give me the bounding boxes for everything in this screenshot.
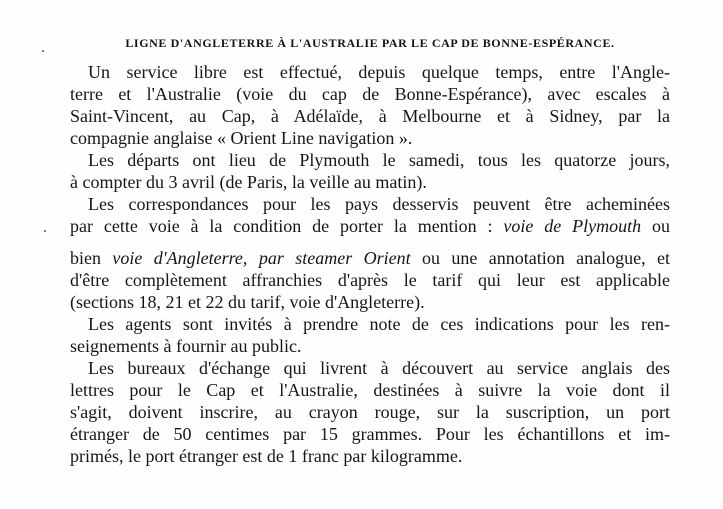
italic-mention: voie d'Angleterre, par steamer Orient bbox=[112, 248, 411, 268]
text-line: compagnie anglaise « Orient Line navigation ». bbox=[70, 128, 413, 148]
text-line: Un service libre est effectué, depuis quelque temps, entre l'Angle- bbox=[88, 62, 670, 82]
text-line: Les bureaux d'échange qui livrent à découvert au service anglais des bbox=[88, 358, 670, 378]
text-line: Les correspondances pour les pays desservis peuvent être acheminées bbox=[88, 194, 670, 214]
line-text: ou bbox=[641, 216, 670, 236]
text-line: primés, le port étranger est de 1 franc par kilogramme. bbox=[70, 446, 463, 466]
text-line: terre et l'Australie (voie du cap de Bonne-Espérance), avec escales à bbox=[70, 84, 670, 104]
text-line: Saint-Vincent, au Cap, à Adélaïde, à Melbourne et à Sidney, par la bbox=[70, 106, 670, 126]
text-line: lettres pour le Cap et l'Australie, destinées à suivre la voie dont il bbox=[70, 380, 670, 400]
text-line: s'agit, doivent inscrire, au crayon rouge, sur la suscription, un port bbox=[70, 402, 670, 422]
margin-speck bbox=[42, 50, 44, 52]
section-title: LIGNE D'ANGLETERRE À L'AUSTRALIE PAR LE CAP DE BONNE-ESPÉRANCE. bbox=[125, 36, 615, 50]
text-line-with-italic bbox=[70, 248, 670, 268]
margin-speck bbox=[44, 230, 46, 232]
text-line: Les agents sont invités à prendre note de ces indications pour les ren- bbox=[88, 314, 670, 334]
text-line: étranger de 50 centimes par 15 grammes. Pour les échantillons et im- bbox=[70, 424, 670, 444]
italic-mention: voie de Plymouth bbox=[503, 216, 642, 236]
text-line: à compter du 3 avril (de Paris, la veille au matin). bbox=[70, 172, 427, 192]
text-line: (sections 18, 21 et 22 du tarif, voie d'Angleterre). bbox=[70, 292, 425, 312]
line-text: ou une annotation analogue, et bbox=[410, 248, 670, 268]
text-line: seignements à fournir au public. bbox=[70, 336, 302, 356]
line-text: par cette voie à la condition de porter la mention : bbox=[70, 216, 504, 236]
text-line: d'être complètement affranchies d'après le tarif qui leur est applicable bbox=[70, 270, 670, 290]
text-line-with-italic bbox=[70, 216, 670, 236]
line-text: bien bbox=[70, 248, 113, 268]
text-line: Les départs ont lieu de Plymouth le samedi, tous les quatorze jours, bbox=[88, 150, 670, 170]
